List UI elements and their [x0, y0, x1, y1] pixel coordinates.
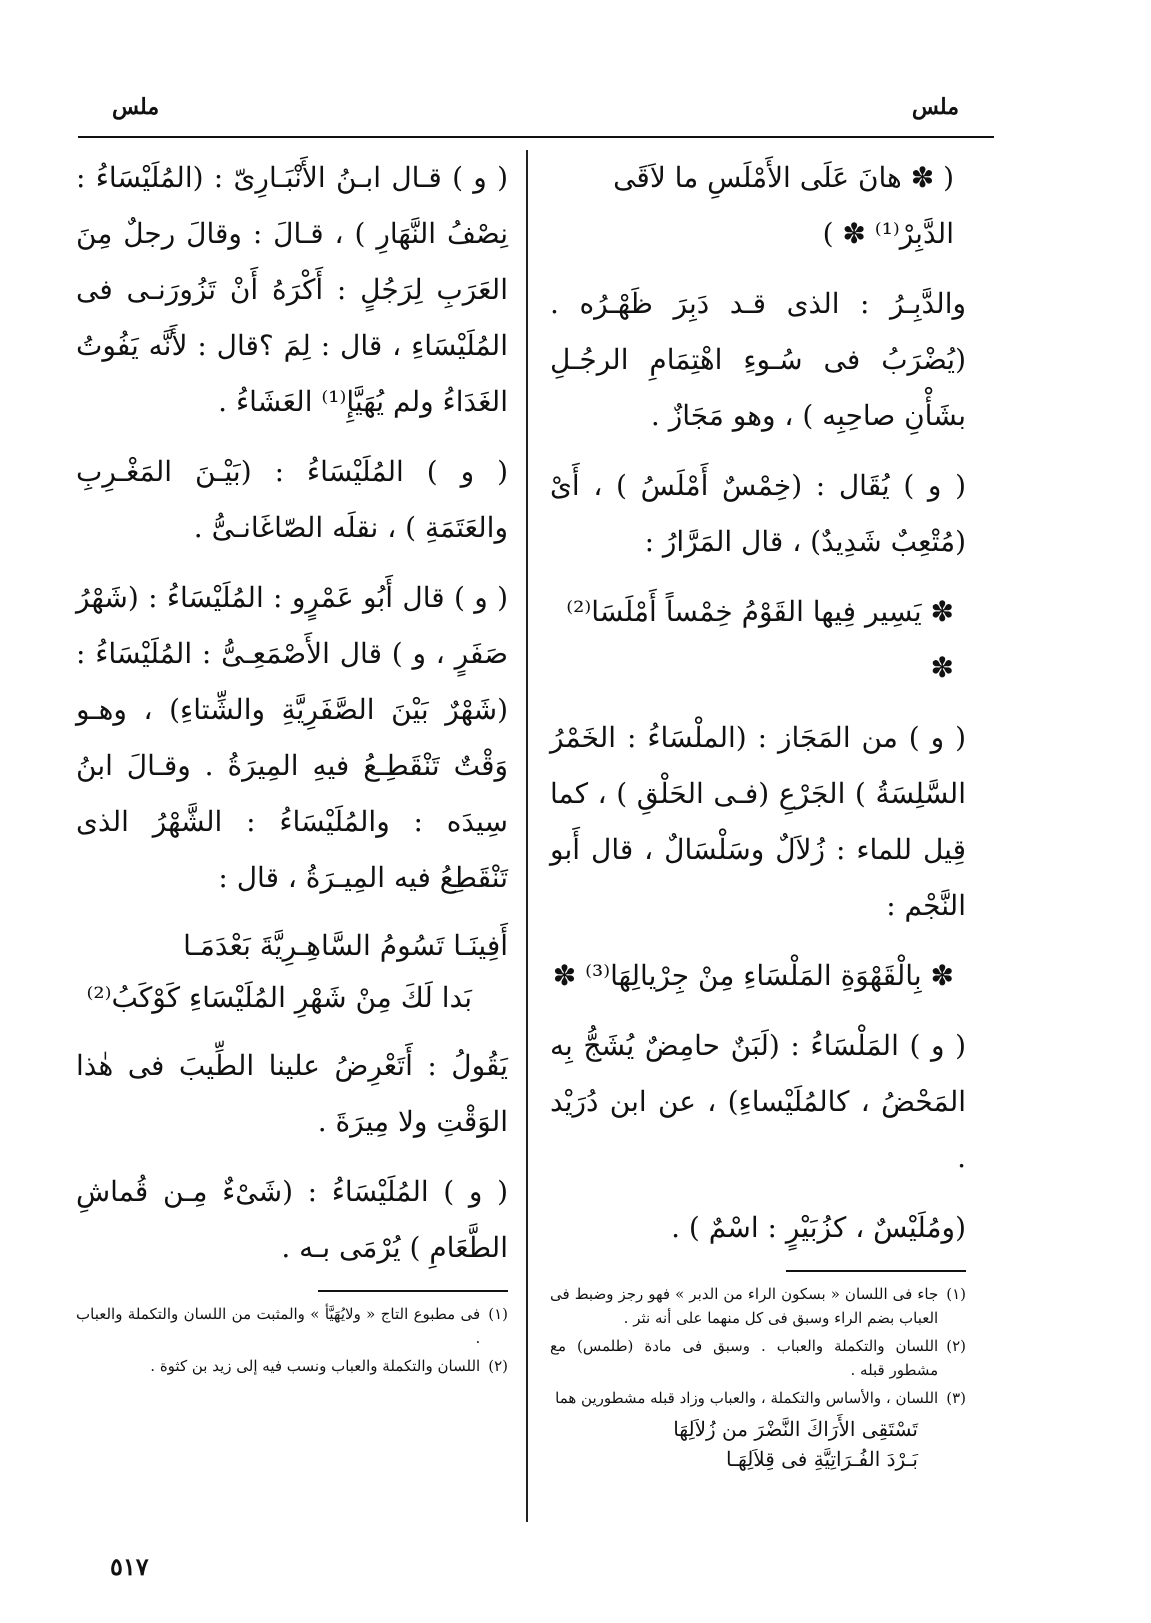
left-column: [76, 150, 508, 1382]
right-paragraph-khims: ( و ) يُقَال : (خِمْسٌ أَمْلَسُ ) ، أَىْ (مُتْعِبٌ شَدِيدٌ) ، قال المَرَّارُ :: [550, 469, 966, 558]
footnote-marker: (٢): [946, 1337, 966, 1355]
footnote-text: جاء فى اللسان « بسكون الراء من الدبر » فهو رجز وضبط فى العباب بضم الراء وسبق فى كل منهما على أنه نثر .: [550, 1285, 939, 1327]
right-paragraph-mulays: (ومُلَيْسٌ ، كزُبَيْرٍ : اسْمٌ ) .: [671, 1211, 966, 1244]
footnote-verse-line-1: تَسْتَقِى الأَرَاكَ النَّضْرَ من زُلاَلِهَا: [673, 1417, 918, 1441]
footnote-marker: (١): [488, 1305, 508, 1323]
footnote-text: اللسان والتكملة والعباب ونسب فيه إلى زيد بن كثوة .: [150, 1357, 481, 1375]
left-paragraph-abu-amr: ( و ) قال أَبُو عَمْرٍو : المُلَيْسَاءُ : (شَهْرُ صَفَرٍ ، و ) قال الأَصْمَعِـىُّ : المُلَيْسَاءُ : (شَهْرٌ بَيْنَ الصَّفَرِيَّةِ والشِّتاءِ) ، وهـو وَقْتٌ تَنْقَطِـعُ فيهِ المِيرَةُ . وقـالَ ابنُ سِيدَه : والمُلَيْسَاءُ : الشَّهْرُ الذى تَنْقَطِعُ فيه المِيـرَةُ ، قال :: [76, 581, 508, 894]
footnote-marker: (٢): [488, 1357, 508, 1375]
footnote-marker: (١): [946, 1285, 966, 1303]
left-paragraph-qumash: ( و ) المُلَيْسَاءُ : (شَىْءٌ مِـن قُماشِ الطَّعَامِ ) يُرْمَى بـه .: [76, 1175, 508, 1264]
column-divider: [526, 150, 528, 1522]
poem-line-1: أَفِينَـا تَسُومُ السَّاهِـرِيَّةَ بَعْدَمَـا: [183, 929, 508, 962]
poem-line-2: بَدا لَكَ مِنْ شَهْرِ المُلَيْسَاءِ كَوْكَبُ⁽²⁾: [86, 981, 472, 1014]
footnote-verse-line-2: بَـرْدَ الفُـرَاتِيَّةِ فى قِلاَلِهَـا: [726, 1447, 918, 1471]
page-number: ٥١٧: [110, 1552, 149, 1581]
left-footnote-rule: [318, 1290, 508, 1292]
right-paragraph-malsa-khamr: ( و ) من المَجَاز : (الملْسَاءُ : الخَمْرُ السَّلِسَةُ ) الجَرْعِ (فـى الحَلْقِ ) ، كما قِيل للماء : زُلاَلٌ وسَلْسَالٌ ، قال أَبو النَّجْم :: [550, 721, 966, 922]
running-head-left: ملس: [112, 94, 160, 120]
running-head-right: ملس: [911, 94, 959, 120]
footnote-marker: (٣): [946, 1389, 966, 1407]
right-paragraph-malsa-laban: ( و ) المَلْسَاءُ : (لَبَنٌ حامِضٌ يُشَجُّ بِه المَحْضُ ، كالمُلَيْساءِ) ، عن ابن دُرَيْد .: [550, 1029, 966, 1174]
right-verse-najm: ✽ بِالْقَهْوَةِ المَلْسَاءِ مِنْ جِرْيالِهَا⁽³⁾ ✽: [552, 959, 954, 992]
footnote-text: اللسان ، والأساس والتكملة ، والعباب وزاد قبله مشطورين هما: [555, 1389, 939, 1407]
footnote-text: اللسان والتكملة والعباب . وسبق فى مادة (طلمس) مع مشطور قبله .: [550, 1337, 939, 1379]
right-footnote-3: [550, 1386, 966, 1410]
footnote-text: فى مطبوع التاج « ولايُهَيَّأ » والمثبت من اللسان والتكملة والعباب .: [76, 1305, 481, 1347]
left-paragraph-maghrib: ( و ) المُلَيْسَاءُ : (بَيْـنَ المَغْـرِبِ والعَتَمَةِ ) ، نقلَه الصّاغَانـىُّ .: [76, 455, 508, 544]
right-verse-marrar: ✽ يَسِير فِيها القَوْمُ خِمْساً أَمْلَسَا⁽²⁾ ✽: [566, 595, 954, 684]
left-paragraph-ibn-anbari: ( و ) قـال ابـنُ الأَنْبَـارِىّ : (المُلَيْسَاءُ : نِصْفُ النَّهَارِ ) ، قـالَ : وقالَ رجلٌ مِنَ العَرَبِ لِرَجُلٍ : أَكْرَهُ أَنْ تَزُورَنـى فى المُلَيْسَاءِ ، قال : لِمَ ؟قال : لأَنَّه يَفُوتُ الغَدَاءُ ولم يُهَيَّإِ⁽¹⁾ العَشَاءُ .: [76, 161, 508, 418]
right-footnote-1: [550, 1282, 966, 1330]
right-footnote-rule: [786, 1270, 966, 1272]
left-poem: [76, 920, 508, 1024]
left-footnote-2: [76, 1354, 508, 1378]
right-column: [550, 150, 966, 1474]
left-paragraph-yaqul: يَقُولُ : أَتَعْرِضُ علينا الطِّيبَ فى هٰذا الوَقْتِ ولا مِيرَةَ .: [76, 1049, 508, 1138]
right-verse-intro: ( ✽ هانَ عَلَى الأَمْلَسِ ما لاَقَى الدَّبِرْ⁽¹⁾ ✽ ): [613, 161, 954, 250]
right-paragraph-dabir: والدَّبِـرُ : الذى قـد دَبِرَ ظَهْـرُه . (يُضْرَبُ فى سُـوءِ اهْتِمَامِ الرجُـلِ بشَأْنِ صاحِبِه ) ، وهو مَجَازٌ .: [550, 287, 966, 432]
header-rule: [78, 136, 994, 138]
left-footnote-1: [76, 1302, 508, 1350]
right-footnote-2: [550, 1334, 966, 1382]
